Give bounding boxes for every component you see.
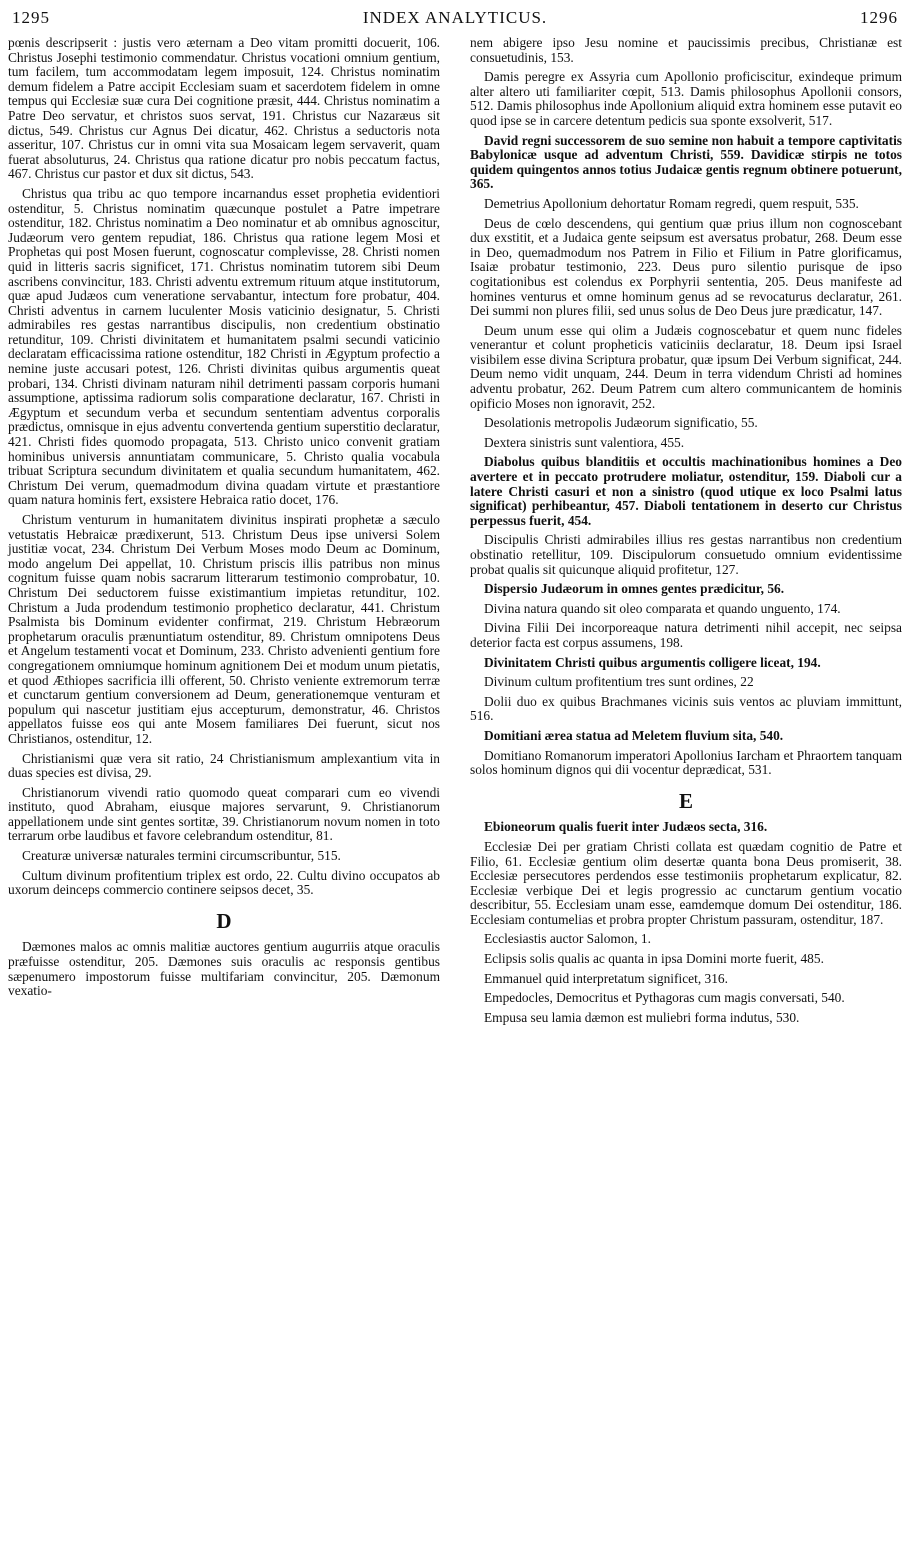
index-entry: Dæmones malos ac omnis malitiæ auctores gentium augurriis atque oraculis præfuisse ostenditur, 205. Dæmones suis oraculis ac responsis gentibus sæpenumero impostorum fuisse multifariam convincitur, 205. Dæmonum vexatio-	[8, 939, 440, 999]
index-entry: Divina Filii Dei incorporeaque natura detrimenti nihil accepit, nec seipsa deterior facta est corpus assumens, 198.	[470, 620, 902, 650]
right-column	[470, 36, 902, 1030]
index-entry: Desolationis metropolis Judæorum significatio, 55.	[484, 415, 758, 431]
index-entry: Divinitatem Christi quibus argumentis colligere liceat, 194.	[484, 654, 821, 670]
index-entry: Domitiano Romanorum imperatori Apollonius Iarcham et Phraortem tanquam solos hominum dignos qui dii vocentur deprædicat, 531.	[470, 747, 902, 778]
index-entry: Christum venturum in humanitatem divinitus inspirati prophetæ a sæculo vetustatis Hebraicæ prædixerunt, 513. Christum Deus ipse universi Solem justitiæ vocat, 234. Christum Dei Verbum Moses modo Deum ac Dominum, modo angelum Dei appellat, 10. Christum priscis illis patribus non minus cognitum fuisse quam nobis sacrarum litterarum testimonio comprobatur, 10. Christum Dei seductorem fuisse existimantium impietas retunditur, 102. Christum a Juda prodendum testimonio prophetico declaratur, 441. Christum Psalmista bis Dominum evidenter confirmat, 219. Christum Hebræorum prophetarum oraculis prænuntiatum ostenditur, 89. Christum omnipotens Deus et Angelum testamenti vocat et Dominum, 233. Christo advenienti gentium fore congregationem omniumque hominum agnitionem Dei et modum unum pietatis, et quod Æthiopes sacrificia illi offerent, 50. Christo veniente extremorum terræ et cunctarum gentium conversionem ad Deum, generationemque venturam et populum qui nascetur justitiam ejus accepturum, demonstratur, 46. Christos appellatos fuisse eos qui ante Mosem familiares Dei fuerunt, sicut nos Christianos, ostenditur, 12.	[8, 512, 440, 746]
index-entry: Christianorum vivendi ratio quomodo queat comparari cum eo vivendi instituto, quod Abraham, eiusque majores servarunt, 9. Christianorum appellationem unde sint gentes sortitæ, 39. Christianorum novum nomen in toto terrarum orbe laudibus et favore celebrandum ostenditur, 81.	[8, 784, 440, 844]
index-entry: Empusa seu lamia dæmon est muliebri forma indutus, 530.	[484, 1009, 800, 1025]
index-entry: Discipulis Christi admirabiles illius res gestas narrantibus non credentium obstinatio retellitur, 109. Discipulorum consuetudo omnium evidentissime probat qualis sit quicunque aliquid profitetur, 127.	[470, 532, 902, 577]
left-column	[8, 36, 440, 1004]
index-entry: Diabolus quibus blanditiis et occultis machinationibus homines a Deo avertere et in peccato protrudere moliatur, ostenditur, 159. Diaboli cur a latere Christi casuri et non a sinistro (quod utique ex loco Psalmi latus significat) perhibeantur, 457. Diaboli tentationem in deserto cur Christus perpessus fuerit, 454.	[470, 454, 902, 528]
index-entry: Cultum divinum profitentium triplex est ordo, 22. Cultu divino occupatos ab uxorum deinceps commercio continere seipsos decet, 35.	[8, 867, 440, 898]
page-header	[0, 0, 910, 36]
index-entry: Eclipsis solis qualis ac quanta in ipsa Domini morte fuerit, 485.	[484, 951, 824, 967]
running-title: INDEX ANALYTICUS.	[362, 8, 548, 27]
index-entry: Christus qua tribu ac quo tempore incarnandus esset prophetia evidentiori ostenditur, 5. Christus nominatim quæcunque postulet a Patre impetrare ostenditur, 182. Christus nominatim a Deo nominatur et ab omnibus agnoscitur, Judæorum vero gentem repudiat, 186. Christus qua ratione legem Mosi et Prophetas qui post Mosen fuerunt, cognoscatur complevisse, 28. Christi nomen quid in litteris sacris significet, 171. Christus nominatim tutorem sibi Deum ascribens convincitur, 183. Christi adventu extremum rituum atque institutorum, quæ apud Judæos cum veneratione servabantur, intectum fore probatur, 404. Christi adventus in carnem luculenter Mosis vaticinio designatur, 5. Christi admirabiles res gestas narrantibus discipulis, non credentium obstinatio retunditur, 109. Christi divinitatem et humanitatem psalmi secundi vaticinio declaratam efficacissima ratione ostenditur, 182 Christi in Ægyptum profectio a nemine juste accusari potest, 126. Christi divinitas quibus argumentis queat probari, 134. Christi divinam naturam nihil detrimenti passam corporis humani assumptione, aptissima radiorum solis comparatione declaratur, 167. Christi in Ægyptum et secundum verba et secundum sententiam adventus corporalis prædictus, omnisque in ejus adventu convertenda gentium superstitio declaratur, 421. Christi fides quomodo propagata, 513. Christo unico convenit gratiam hominibus universis annuntiatam communicare, 5. Christo qualia vocabula tribuat Scriptura secundum divinitatem et qualia secundum humanitatem, 462. Christum Dei verum, quemadmodum divina quadam virtute et præstantiore quam natura hominis fert, exsistere Hebraica ratio docet, 176.	[8, 185, 440, 508]
index-entry: Dolii duo ex quibus Brachmanes vicinis suis ventos ac pluviam immittunt, 516.	[470, 693, 902, 724]
index-entry: Ebioneorum qualis fuerit inter Judæos secta, 316.	[484, 819, 768, 835]
page-number-right: 1296	[860, 8, 898, 27]
page-number-left: 1295	[12, 8, 50, 27]
index-entry: pœnis descripserit : justis vero æternam a Deo vitam promitti docuerit, 106. Christus Josephi testimonio commendatur. Christus vocationi omnium gentium, tum facilem, tum accommodatam legem imposuit, 124. Christus nominatim demum fidelem a Patre accipit Ecclesiam suam et sacerdotem fidelem in omne tempus qui Ecclesiæ suæ cura Dei cognitione præsit, 444. Christus nominatim a Patre Deo servatur, et christos suos servat, 191. Christus cur Nazaræus sit dictus, 549. Christus cur Agnus Dei dicatur, 462. Christus a seductoris nota asseritur, 107. Christus cur in omni vita sua Mosaicam legem servaverit, quam fuerat absoluturus, 24. Christus qua ratione dicatur pro nobis peccatum factus, 467. Christus cur pastor et dux sit dictus, 543.	[8, 35, 440, 182]
index-entry: Deus de cœlo descendens, qui gentium quæ prius illum non cognoscebant dux exstitit, et a Judaica gente seipsum est aversatus probatur, 268. Deum esse in Deo, quemadmodum nos Patrem in Filio et Filium in Patre glorificamus, Isaiæ probatur testimonio, 223. Deus puro silentio purisque de ipso cogitationibus est colendus ex Porphyrii sententia, 205. Deus manifeste ad homines venturus et omne hominum genus ad se revocaturus declaratur, 261. Dei summi non plures filii, sed unus solus de Deo Deus jure prædicatur, 147.	[470, 215, 902, 319]
section-letter-e: E	[678, 788, 693, 813]
index-entry: Ecclesiastis auctor Salomon, 1.	[484, 931, 651, 947]
index-entry: Dextera sinistris sunt valentiora, 455.	[484, 434, 685, 450]
index-entry: Demetrius Apollonium dehortatur Romam regredi, quem respuit, 535.	[484, 195, 859, 211]
index-entry: Ecclesiæ Dei per gratiam Christi collata est quædam cognitio de Patre et Filio, 61. Ecclesiæ gentium olim desertæ quanta bona Deus promiserit, 38. Ecclesiæ persecutores perdendos esse testimoniis prophetarum explicatur, 82. Ecclesiæ verbique Dei et legis progressio ac cunctarum gentium vocatio describitur, 55. Ecclesiam unam esse, eamdemque domum Dei ostenditur, 186. Ecclesiam contumelias et probra propter Christum passuram, ostenditur, 187.	[470, 838, 902, 927]
index-entry: Christianismi quæ vera sit ratio, 24 Christianismum amplexantium vita in duas species est divisa, 29.	[8, 750, 440, 781]
index-entry: Creaturæ universæ naturales termini circumscribuntur, 515.	[22, 848, 341, 864]
index-entry: Deum unum esse qui olim a Judæis cognoscebatur et quem nunc fideles venerantur et colunt propheticis vaticiniis declaratur, 18. Deum ipsi Israel visibilem esse divina Scriptura probatur, quæ ipsum Dei Verbum significat, 244. Deum nemo vidit unquam, 244. Deum in terra videndum Christi ad homines adventu probatur, 262. Deum Patrem cum altero communicantem de hominis opificio Moses non ignoravit, 252.	[470, 322, 902, 411]
index-entry: Domitiani ærea statua ad Meletem fluvium sita, 540.	[484, 727, 784, 743]
index-entry: Emmanuel quid interpretatum significet, 316.	[484, 970, 728, 986]
index-entry: Divinum cultum profitentium tres sunt ordines, 22	[484, 674, 754, 690]
index-entry: nem abigere ipso Jesu nomine et paucissimis precibus, Christianæ est consuetudinis, 153.	[470, 35, 902, 65]
index-entry: Empedocles, Democritus et Pythagoras cum magis conversati, 540.	[484, 990, 845, 1006]
index-entry: David regni successorem de suo semine non habuit a tempore captivitatis Babylonicæ usque ad adventum Christi, 559. Davidicæ stirpis ne totos quidem quingentos annos totius Judaicæ gentis regnum obtinere potuerunt, 365.	[470, 132, 902, 192]
section-letter-d: D	[216, 908, 232, 933]
index-entry: Damis peregre ex Assyria cum Apollonio proficiscitur, exindeque primum alter altero uti familiariter cœpit, 513. Damis philosophus Apollonii consors, 512. Damis philosophus inde Apollonium aliquid extra hominem esse putavit eo quod ipse se in carcere detentum pedicis sua sponte exsolverit, 517.	[470, 69, 902, 128]
index-entry: Dispersio Judæorum in omnes gentes prædicitur, 56.	[484, 581, 785, 597]
index-entry: Divina natura quando sit oleo comparata et quando unguento, 174.	[484, 600, 841, 616]
